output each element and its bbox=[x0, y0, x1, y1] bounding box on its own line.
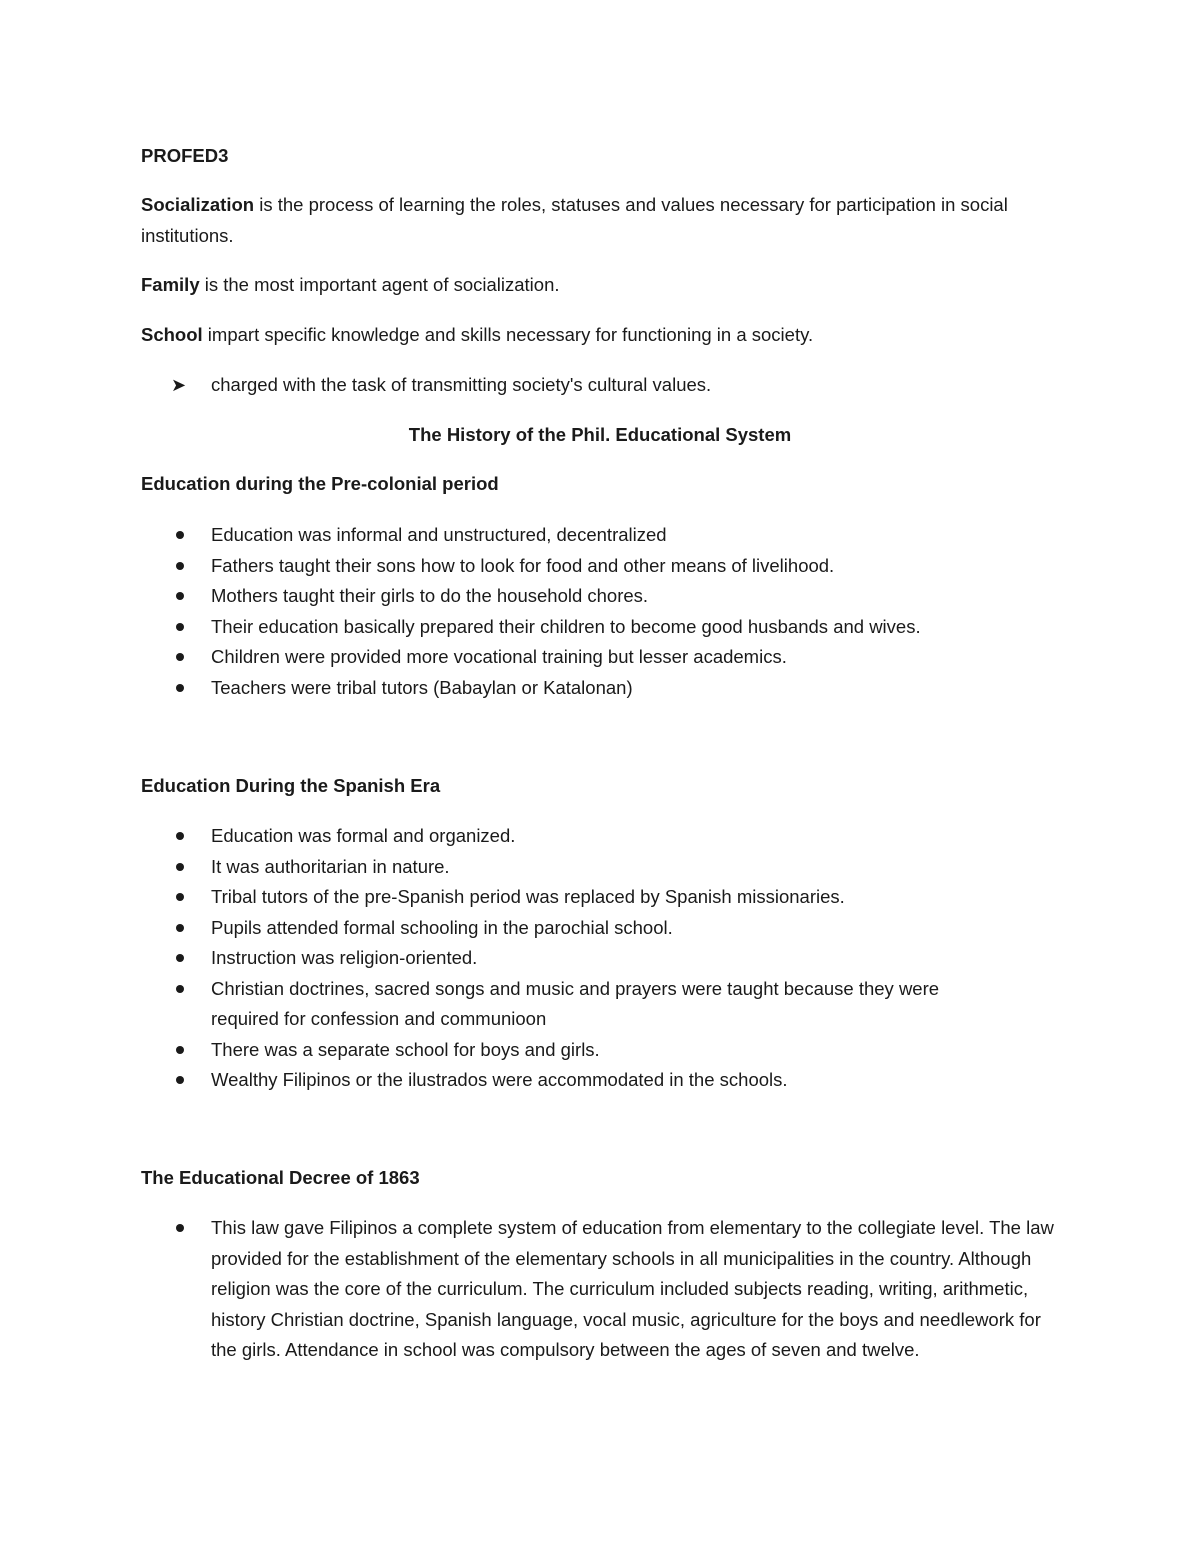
list-item bbox=[0, 1035, 1061, 1066]
list-item-text: Teachers were tribal tutors (Babaylan or Katalonan) bbox=[211, 676, 633, 698]
list-item-text: Children were provided more vocational training but lesser academics. bbox=[211, 646, 787, 667]
definition-family bbox=[141, 270, 560, 301]
bullet-icon bbox=[176, 893, 184, 901]
arrow-bullet-icon: ➤ bbox=[171, 375, 187, 395]
list-item-text: Fathers taught their sons how to look for food and other means of livelihood. bbox=[211, 554, 835, 576]
bullet-icon bbox=[176, 954, 184, 962]
list-item-text: There was a separate school for boys and girls. bbox=[211, 1038, 600, 1060]
bullet-icon bbox=[176, 592, 184, 600]
list-item bbox=[0, 974, 1001, 1035]
bullet-icon bbox=[176, 863, 184, 871]
list-item bbox=[0, 581, 1061, 612]
list-item-text: Education was formal and organized. bbox=[211, 825, 516, 846]
list-item bbox=[0, 551, 1061, 582]
list-item-text: Wealthy Filipinos or the ilustrados were accommodated in the schools. bbox=[211, 1069, 788, 1090]
bullet-icon bbox=[176, 653, 184, 661]
bullet-icon bbox=[176, 924, 184, 932]
arrow-list-item bbox=[0, 370, 1200, 401]
list-item bbox=[0, 943, 1061, 974]
definition-socialization bbox=[141, 190, 1071, 251]
definition-text: impart specific knowledge and skills necessary for functioning in a society. bbox=[202, 324, 814, 345]
list-item-text: It was authoritarian in nature. bbox=[211, 855, 450, 877]
precolonial-list bbox=[0, 520, 1200, 703]
definition-term: School bbox=[141, 324, 203, 345]
definition-term: Family bbox=[141, 274, 200, 295]
list-item-text: Education was informal and unstructured, decentralized bbox=[211, 524, 667, 545]
document-title: PROFED3 bbox=[141, 145, 229, 166]
bullet-icon bbox=[176, 1046, 184, 1054]
arrow-item-text: charged with the task of transmitting society's cultural values. bbox=[211, 374, 712, 395]
bullet-icon bbox=[176, 1224, 184, 1232]
list-item bbox=[0, 913, 1061, 944]
list-item bbox=[0, 882, 1061, 913]
section-heading-precolonial: Education during the Pre-colonial period bbox=[141, 473, 499, 494]
list-item bbox=[0, 673, 1061, 704]
list-item bbox=[0, 1213, 1056, 1366]
definition-text: is the process of learning the roles, statuses and values necessary for participation in social institutions. bbox=[141, 194, 1008, 246]
list-item-text: This law gave Filipinos a complete system of education from elementary to the collegiate level. The law provided for the establishment of the elementary schools in all municipalities in the country. Although religion was the core of the curriculum. The curriculum included subjects reading, writing, arithmetic, history Christian doctrine, Spanish language, vocal music, agriculture for the boys and needlework for the girls. Attendance in school was compulsory between the ages of seven and twelve. bbox=[211, 1217, 1054, 1360]
list-item bbox=[0, 612, 1061, 643]
list-item-text: Instruction was religion-oriented. bbox=[211, 947, 478, 968]
list-item-text: Tribal tutors of the pre-Spanish period was replaced by Spanish missionaries. bbox=[211, 886, 845, 907]
bullet-icon bbox=[176, 562, 184, 570]
list-item bbox=[0, 852, 1061, 883]
bullet-icon bbox=[176, 832, 184, 840]
list-item-text: Christian doctrines, sacred songs and music and prayers were taught because they were required for confession and communioon bbox=[211, 977, 940, 1029]
list-item-text: Pupils attended formal schooling in the parochial school. bbox=[211, 916, 673, 938]
list-item bbox=[0, 821, 1061, 852]
list-item-text: Their education basically prepared their children to become good husbands and wives. bbox=[211, 615, 921, 637]
list-item bbox=[0, 1065, 1061, 1096]
bullet-icon bbox=[176, 531, 184, 539]
bullet-icon bbox=[176, 684, 184, 692]
bullet-icon bbox=[176, 985, 184, 993]
section-heading-decree: The Educational Decree of 1863 bbox=[141, 1167, 420, 1188]
definition-term: Socialization bbox=[141, 194, 255, 215]
bullet-icon bbox=[176, 1076, 184, 1084]
main-heading: The History of the Phil. Educational System bbox=[408, 424, 792, 445]
definition-text: is the most important agent of socialization. bbox=[199, 274, 560, 295]
decree-list bbox=[0, 1213, 1200, 1366]
list-item bbox=[0, 520, 1061, 551]
definition-school bbox=[141, 320, 813, 351]
spanish-era-list bbox=[0, 821, 1200, 1096]
list-item bbox=[0, 642, 1061, 673]
list-item-text: Mothers taught their girls to do the household chores. bbox=[211, 585, 649, 606]
section-heading-spanish: Education During the Spanish Era bbox=[141, 775, 441, 796]
bullet-icon bbox=[176, 623, 184, 631]
